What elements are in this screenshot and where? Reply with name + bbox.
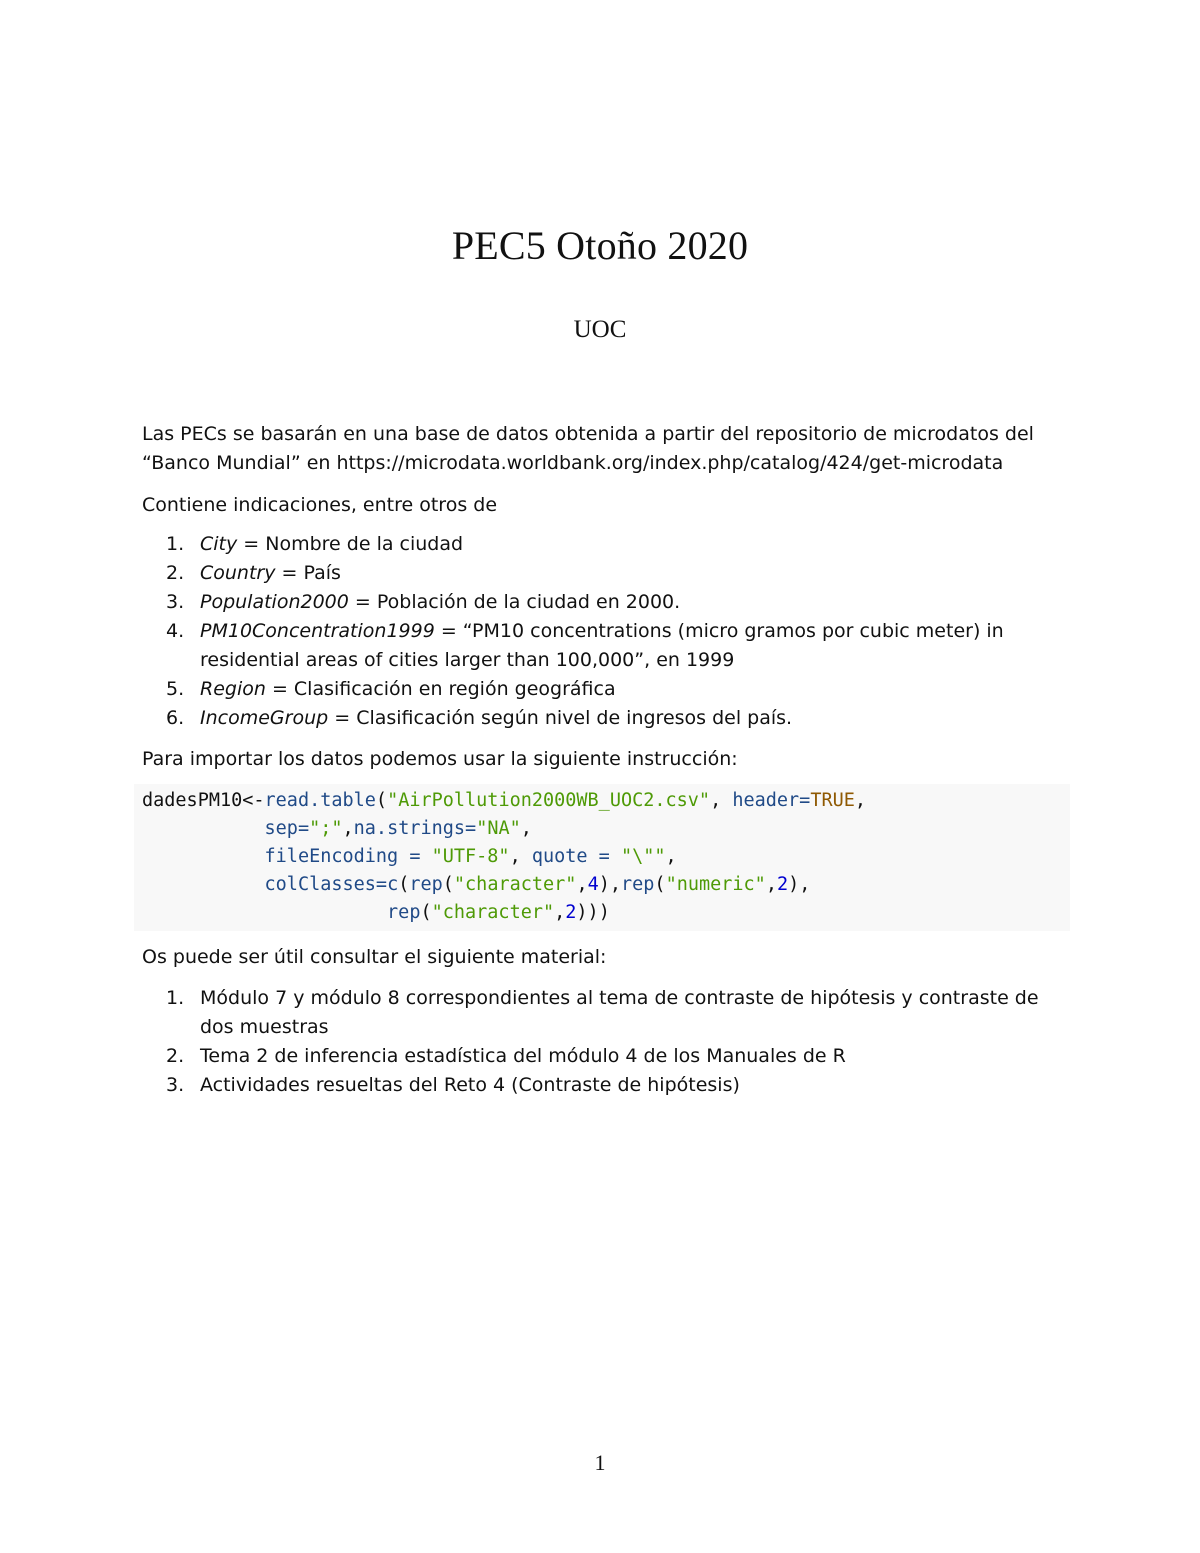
equals-sign: = <box>265 678 294 700</box>
variable-description: Clasificación según nivel de ingresos del país. <box>356 707 793 729</box>
code-token: ), <box>788 874 811 895</box>
list-item <box>142 559 1062 588</box>
document-title: PEC5 Otoño 2020 <box>451 223 749 268</box>
equals-sign: = <box>328 707 357 729</box>
variable-name: IncomeGroup <box>200 707 329 729</box>
intro-paragraph <box>142 420 1062 478</box>
code-token: "numeric" <box>665 874 766 895</box>
document-body <box>142 420 1062 1100</box>
code-token: c <box>387 874 399 895</box>
code-token: ( <box>398 874 410 895</box>
variable-name: City <box>200 533 238 555</box>
code-token <box>142 818 265 839</box>
page-number: 1 <box>594 1450 606 1475</box>
list-item <box>142 675 1062 704</box>
list-item <box>142 617 1062 675</box>
variable-description: “PM10 concentrations (micro gramos por cubic meter) in residential areas of cities larger than 100,000”, en 1999 <box>200 620 1004 671</box>
list-item <box>142 588 1062 617</box>
list-item <box>142 530 1062 559</box>
equals-sign: = <box>348 591 377 613</box>
code-token: 4 <box>587 874 599 895</box>
list-item-number: 3. <box>166 1074 185 1096</box>
code-token: "\"" <box>620 846 666 867</box>
code-token: "AirPollution2000WB_UOC2.csv" <box>387 790 711 811</box>
code-token: "UTF-8" <box>431 846 510 867</box>
code-token: "character" <box>453 874 577 895</box>
list-item <box>142 704 1062 733</box>
code-token: quote = <box>531 846 610 867</box>
list-item-number: 1. <box>166 533 185 555</box>
code-token: "NA" <box>476 818 521 839</box>
list-item-number: 2. <box>166 1045 185 1067</box>
code-token: , <box>710 790 733 811</box>
material-text: Módulo 7 y módulo 8 correspondientes al tema de contraste de hipótesis y contraste de dos muestras <box>200 987 1039 1038</box>
import-paragraph: Para importar los datos podemos usar la siguiente instrucción: <box>142 748 738 770</box>
list-item-number: 2. <box>166 562 185 584</box>
list-item-number: 4. <box>166 620 185 642</box>
list-item-number: 6. <box>166 707 185 729</box>
intro-line-2: “Banco Mundial” en https://microdata.worldbank.org/index.php/catalog/424/get-microdata <box>142 452 1004 474</box>
variable-description: Clasificación en región geográfica <box>293 678 616 700</box>
equals-sign: = <box>434 620 463 642</box>
list-item <box>142 1042 1062 1071</box>
code-token: colClasses= <box>264 874 388 895</box>
variables-list <box>142 530 1062 733</box>
code-token <box>142 902 387 923</box>
material-text: Tema 2 de inferencia estadística del módulo 4 de los Manuales de R <box>200 1045 846 1067</box>
code-token: ))) <box>576 902 610 923</box>
variable-description: Nombre de la ciudad <box>265 533 464 555</box>
variable-description: País <box>303 562 341 584</box>
variable-name: Region <box>200 678 266 700</box>
code-token: , <box>854 790 867 811</box>
variable-name: PM10Concentration1999 <box>200 620 435 642</box>
code-token: header= <box>732 790 811 811</box>
list-item-number: 3. <box>166 591 185 613</box>
code-token: dadesPM10<- <box>142 790 265 811</box>
code-token: rep <box>387 902 421 923</box>
equals-sign: = <box>237 533 266 555</box>
variable-name: Country <box>200 562 276 584</box>
code-token: 2 <box>565 902 577 923</box>
contains-paragraph: Contiene indicaciones, entre otros de <box>142 494 498 516</box>
equals-sign: = <box>275 562 304 584</box>
code-token: rep <box>409 874 443 895</box>
code-token: ( <box>375 790 388 811</box>
code-token: TRUE <box>810 790 855 811</box>
code-token: ( <box>442 874 454 895</box>
code-token <box>610 846 621 867</box>
code-token: , <box>765 874 777 895</box>
list-item-number: 5. <box>166 678 185 700</box>
list-item <box>142 984 1062 1042</box>
code-token: , <box>509 846 532 867</box>
code-token: 2 <box>776 874 789 895</box>
code-token: ( <box>420 902 432 923</box>
material-text: Actividades resueltas del Reto 4 (Contraste de hipótesis) <box>200 1074 740 1096</box>
code-token: fileEncoding = <box>264 846 421 867</box>
material-paragraph: Os puede ser útil consultar el siguiente material: <box>142 946 607 968</box>
code-token: , <box>576 874 588 895</box>
code-token: "character" <box>431 902 555 923</box>
code-token <box>142 874 265 895</box>
r-code-block[interactable] <box>134 784 1070 931</box>
materials-list <box>142 984 1062 1100</box>
code-token: ), <box>598 874 621 895</box>
code-token <box>420 846 431 867</box>
code-token: na.strings= <box>353 818 477 839</box>
code-token: read.table <box>264 790 376 811</box>
code-token <box>142 846 265 867</box>
list-item-number: 1. <box>166 987 185 1009</box>
code-token: sep= <box>264 818 310 839</box>
code-token: , <box>342 818 354 839</box>
code-token: , <box>665 846 677 867</box>
intro-line-1: Las PECs se basarán en una base de datos obtenida a partir del repositorio de microdatos del <box>142 423 1034 445</box>
variable-description: Población de la ciudad en 2000. <box>376 591 681 613</box>
document-author: UOC <box>573 316 627 343</box>
code-token: rep <box>621 874 655 895</box>
code-token: , <box>554 902 566 923</box>
code-token: ";" <box>309 818 343 839</box>
code-token: ( <box>654 874 666 895</box>
code-token: , <box>520 818 532 839</box>
variable-name: Population2000 <box>200 591 349 613</box>
list-item <box>142 1071 1062 1100</box>
